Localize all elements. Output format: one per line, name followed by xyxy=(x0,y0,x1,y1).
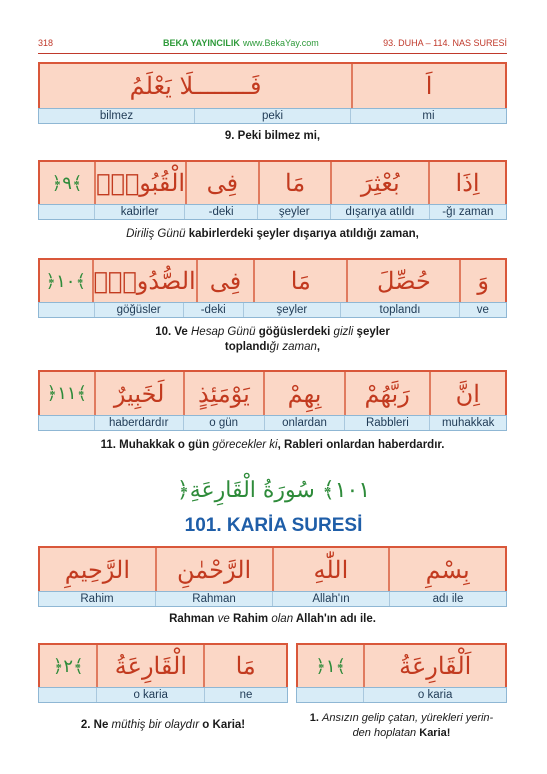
arabic-word: فِى xyxy=(185,162,258,204)
word-meaning: dışarıya atıldı xyxy=(330,205,428,219)
word-meaning: -deki xyxy=(184,205,257,219)
word-meaning: Rahim xyxy=(80,593,114,605)
translation-text: 2. Ne xyxy=(80,719,112,731)
word-meaning: ne xyxy=(204,688,287,702)
word-meaning: o gün xyxy=(183,416,264,430)
arabic-word: الْقَارِعَةُ xyxy=(96,645,203,687)
word-meaning: o karia xyxy=(363,688,506,702)
verse-number: ﴿١٠﴾ xyxy=(45,270,86,292)
arabic-word: مَا xyxy=(253,260,346,302)
word-meaning: mi xyxy=(350,109,506,123)
verse-10-block xyxy=(38,258,507,318)
translation-text: şeyler xyxy=(353,326,390,338)
verse-number: ﴿٩﴾ xyxy=(51,172,83,194)
arabic-word: الرَّحِيمِ xyxy=(64,555,131,584)
arabic-word: فِى xyxy=(196,260,254,302)
verse-number: ﴿٢﴾ xyxy=(52,655,84,677)
word-meaning xyxy=(39,303,94,317)
word-meaning: göğüsler xyxy=(94,303,183,317)
translation-italic: ve xyxy=(217,613,230,625)
translation-text: Karia! xyxy=(416,727,451,739)
word-meaning-row xyxy=(38,415,507,431)
word-meaning-row xyxy=(38,108,507,124)
word-meaning xyxy=(39,688,96,702)
arabic-row xyxy=(38,160,507,204)
word-meaning: -ğı zaman xyxy=(429,205,506,219)
arabic-word: رَبَّهُمْ xyxy=(344,372,429,415)
verse-1-block xyxy=(296,643,507,703)
translation-italic: müthiş bir olaydır xyxy=(111,719,200,731)
word-meaning: toplandı xyxy=(340,303,459,317)
verse-translation xyxy=(38,325,507,355)
translation-text: kabirlerdeki şeyler dışarıya atıldığı zaman, xyxy=(185,228,419,240)
verse-translation xyxy=(38,438,507,453)
arabic-word: الْقُبُورِۙ xyxy=(94,162,185,204)
word-meaning-row xyxy=(38,687,288,703)
word-meaning: -deki xyxy=(183,303,243,317)
translation-text: Rahim xyxy=(229,613,272,625)
word-meaning: haberdardır xyxy=(94,416,183,430)
arabic-word: يَوْمَئِذٍ xyxy=(183,372,264,415)
verse-number: ﴿١﴾ xyxy=(315,655,347,677)
translation-text: 1. xyxy=(309,712,323,724)
translation-text: , xyxy=(316,341,321,353)
word-meaning: adı ile xyxy=(389,592,506,606)
translation-text: o Karia! xyxy=(199,719,246,731)
section-title: 93. DUHA – 114. NAS SURESİ xyxy=(383,38,507,48)
arabic-word: بِسْمِ xyxy=(388,548,505,591)
translation-italic: den hoplatan xyxy=(352,727,417,739)
verse-translation xyxy=(292,711,511,741)
translation-text: Rahman xyxy=(169,613,218,625)
word-meaning: Allah'ın xyxy=(272,592,389,606)
arabic-word: مَا xyxy=(203,645,286,687)
header-divider xyxy=(38,53,507,54)
surah-title: 101. KARİA SURESİ xyxy=(184,515,363,536)
translation-text: göğüslerdeki xyxy=(255,326,334,338)
verse-translation xyxy=(38,227,507,242)
verse-translation xyxy=(38,129,507,144)
word-meaning xyxy=(39,416,94,430)
word-meaning: kabirler xyxy=(94,205,184,219)
arabic-word: اَ xyxy=(351,64,505,108)
translation-text: 11. Muhakkak o gün xyxy=(100,439,213,451)
arabic-row xyxy=(38,62,507,108)
word-meaning: şeyler xyxy=(257,205,330,219)
translation-text: 9. Peki bilmez mi, xyxy=(224,130,321,142)
verse-2-block xyxy=(38,643,288,703)
basmala-block xyxy=(38,546,507,607)
arabic-word: الصُّدُورِۙ xyxy=(92,260,196,302)
verse-number: ﴿١١﴾ xyxy=(46,383,88,404)
surah-arabic-title: ﴿١٠١﴾ سُورَةُ الْقَارِعَةِ xyxy=(176,478,371,503)
translation-text: Allah'ın adı ile. xyxy=(293,613,376,625)
word-meaning: şeyler xyxy=(243,303,341,317)
translation-italic: Hesap Günü xyxy=(191,326,256,338)
translation-italic: Diriliş Günü xyxy=(126,228,186,240)
arabic-row xyxy=(38,546,507,591)
arabic-word: اللّٰهِ xyxy=(272,548,389,591)
word-meaning-row xyxy=(38,591,507,607)
word-meaning: Rahman xyxy=(155,592,272,606)
publisher-name: BEKA YAYINCILIK xyxy=(163,38,240,48)
translation-text: toplandı xyxy=(224,341,270,353)
translation-text: , Rableri onlardan haberdardır. xyxy=(277,439,445,451)
arabic-word: وَ xyxy=(459,260,505,302)
word-meaning-row xyxy=(38,204,507,220)
word-meaning: o karia xyxy=(96,688,204,702)
translation-text: 10. Ve xyxy=(155,326,191,338)
verse-11-block xyxy=(38,370,507,431)
word-meaning: Rabbleri xyxy=(344,416,429,430)
arabic-row xyxy=(38,258,507,302)
word-meaning-row xyxy=(38,302,507,318)
arabic-word: بُعْثِرَ xyxy=(330,162,428,204)
verse-9b-block xyxy=(38,160,507,220)
translation-italic: gizli xyxy=(333,326,354,338)
word-meaning: muhakkak xyxy=(429,416,506,430)
verse-9-block xyxy=(38,62,507,124)
basmala-translation xyxy=(38,612,507,627)
arabic-word: بِهِمْ xyxy=(263,372,344,415)
word-meaning-row xyxy=(296,687,507,703)
website-link[interactable]: www.BekaYay.com xyxy=(243,38,319,48)
arabic-word: اَلْقَارِعَةُ xyxy=(363,645,505,687)
arabic-word: فَــــــــلَا يَعْلَمُ xyxy=(129,72,262,100)
word-meaning: onlardan xyxy=(264,416,345,430)
translation-italic: olan xyxy=(271,613,294,625)
arabic-word: لَخَبِيرٌ xyxy=(94,372,183,415)
arabic-row xyxy=(38,370,507,415)
arabic-word: مَا xyxy=(258,162,331,204)
arabic-row xyxy=(38,643,288,687)
translation-italic: ğı zaman xyxy=(269,341,317,353)
arabic-row xyxy=(296,643,507,687)
arabic-word: اِذَا xyxy=(428,162,505,204)
arabic-word: اِنَّ xyxy=(429,372,505,415)
page-number: 318 xyxy=(38,38,54,48)
page-header xyxy=(38,38,507,52)
word-meaning xyxy=(39,205,94,219)
word-meaning: ve xyxy=(459,303,506,317)
verse-translation xyxy=(38,718,288,733)
arabic-word: حُصِّلَ xyxy=(346,260,459,302)
translation-italic: Ansızın gelip çatan, yürekleri yerin- xyxy=(322,712,494,724)
word-meaning: bilmez xyxy=(99,110,134,122)
word-meaning: peki xyxy=(194,109,350,123)
arabic-word: الرَّحْمٰنِ xyxy=(155,548,272,591)
translation-italic: görecekler ki xyxy=(212,439,278,451)
word-meaning xyxy=(297,688,363,702)
